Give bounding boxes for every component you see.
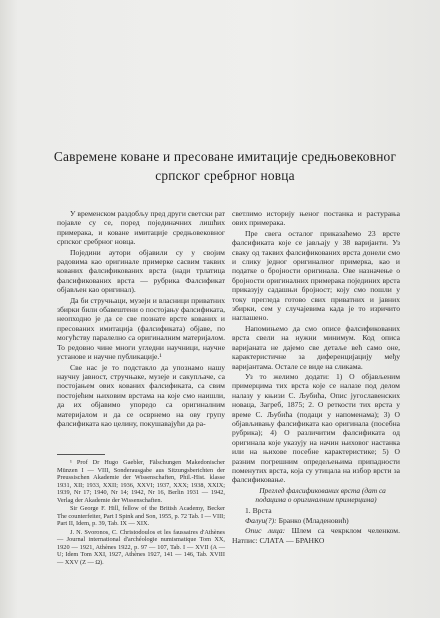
right-paragraph-2: Пре свега осталог приказаћемо 23 врсте фалсификата које се јављају у 38 варијанти. Уз сваку од таквих фалсификованих врста донели смо и слику једног оригиналног примерка, као и податке о бројности оригинала. Ове назначење о бројности оригиналних примерака појединих врста приказују садашњи бројност; коју смо пошли у току прегледа готово свих приватних и јавних збирки, сем у случајевима када је то изричито наглашено. [232, 228, 400, 323]
footnote-3: J. N. Svoronos, C. Christodoulos et les faussaires d'Athènes — Journal international d'archéologie numismatique Tom XX, 1920 — 1921, Athènes 1922, p. 97 — 107, Tab. I — XVII (A — U; Idem Tom XXI, 1927, Athènes 1927, 141 — 146, Tab. XVIII — XXV (Z — Ω). [57, 528, 225, 566]
page-title [40, 147, 410, 185]
right-paragraph-1: светлимо историју њеног постанка и растурања ових примерака. [232, 209, 400, 228]
left-paragraph-2: Поједини аутори објавили су у својим радовима као оригинале примерке сасвим таквих кованих фалсификованих врста (нади трлатица фалсификованих врста — рубрика Фалсификат објављен као оригинал). [57, 247, 225, 295]
left-paragraph-4: Све нас је то подстакло да упознамо нашу научну јавност, стручњаке, музеје и сакупљаче, са постојањем ових кованих фалсификата, са свим постојећим њиховим врстама на које смо наишли, да их објавимо упоредо са оригиналним материјалом и да се осврнемо на ову групу фалсификата као целину, покушавајући да ра- [57, 362, 225, 428]
entry-text-2: Шлем са чекрклом челенком. Натпис: СЛАТА — БРАНКО [232, 526, 400, 545]
title-line-2: српског сребрног новца [155, 168, 295, 183]
entry-text-1: Бранко (Младеновић) [278, 516, 349, 525]
entry-label-1: Фалуи(?): [245, 516, 277, 525]
entry-line-1 [232, 516, 400, 525]
section-caption: Преглед фалсификованих врста (дат са подацима о оригиналним примерцима) [255, 485, 386, 505]
footnote-divider [57, 454, 105, 455]
section-heading: 1. Врста [245, 505, 272, 515]
footnote-2: Sir George F. Hill, fellow of the British Academy, Becker The counterfeiter, Part I Spink and Son, 1955, p. 72 Tab. I — VIII; Part II, Idem, p. 39, Tab. IX — XIX. [57, 505, 226, 528]
title-line-1: Савремене коване и пресоване имитације средњовековног [53, 149, 397, 164]
left-paragraph-1: У временском раздобљу пред други светски рат појавле су се, поред појединачних лишћих примерака, и коване имитације средњовековног српског сребрног новца. [57, 209, 225, 247]
right-paragraph-3: Напомињемо да смо описе фалсификованих врста свели на нужни минимум. Код описа варијаната не дајемо све детаље већ само оне, карактеристичне за диференцијацију међу варијантама. Остале се виде на сликама. [232, 323, 400, 371]
right-paragraph-4: Уз то желимо додати: 1) О објављеним примерцима тих врста које се налазе под делом налазу у књизи С. Љубића, Опис југославенских новаца, Загреб, 1875; 2. О реткости тих врста у време С. Љубића (подаци у напоменама); 3) О објављивању фалсификата као оригинала (посебна рубрика); 4) О различитим фалсификата од оригинала које указују на начин њиховог настанка или на њихове посебне карактеристике; 5) О разним погрешним опредељењима припадности поменутих врста, која су утицала на избор врсти за фалсификовање. [232, 371, 400, 485]
entry-label-2: Опис лица: [245, 526, 286, 536]
left-paragraph-3: Да би стручњаци, музеји и власници приватних збирки били обавештени о постојању фалсификата, неопходно је да се све познате врсте кованих и пресованих имитација (фалсификата) објаве, по могућству паралелно са оригиналним материјалом. То редовно чине многи угледни научници, научне установе и научне публикације.¹ [57, 295, 225, 362]
right-column [232, 209, 400, 546]
footnote-1: ¹ Prof Dr Hugo Gaebler, Fälschungen Makedonischer Münzen I — VIII, Sonderausgabe aus Sitzungsberichten der Preussischen Akademie der Wissenschaften, Phil.-Hist. klasse 1931, XII; 1933, XXII; 1936, XXVI; 1937, XXX; 1938, XXIX; 1939, Nr 17; 1940, Nr 14; 1942, Nr 16, Berlin 1931 — 1942, Verlag der Akademie der Wissenschaften. [57, 459, 225, 504]
left-column [57, 209, 225, 567]
entry-line-2 [232, 526, 400, 545]
